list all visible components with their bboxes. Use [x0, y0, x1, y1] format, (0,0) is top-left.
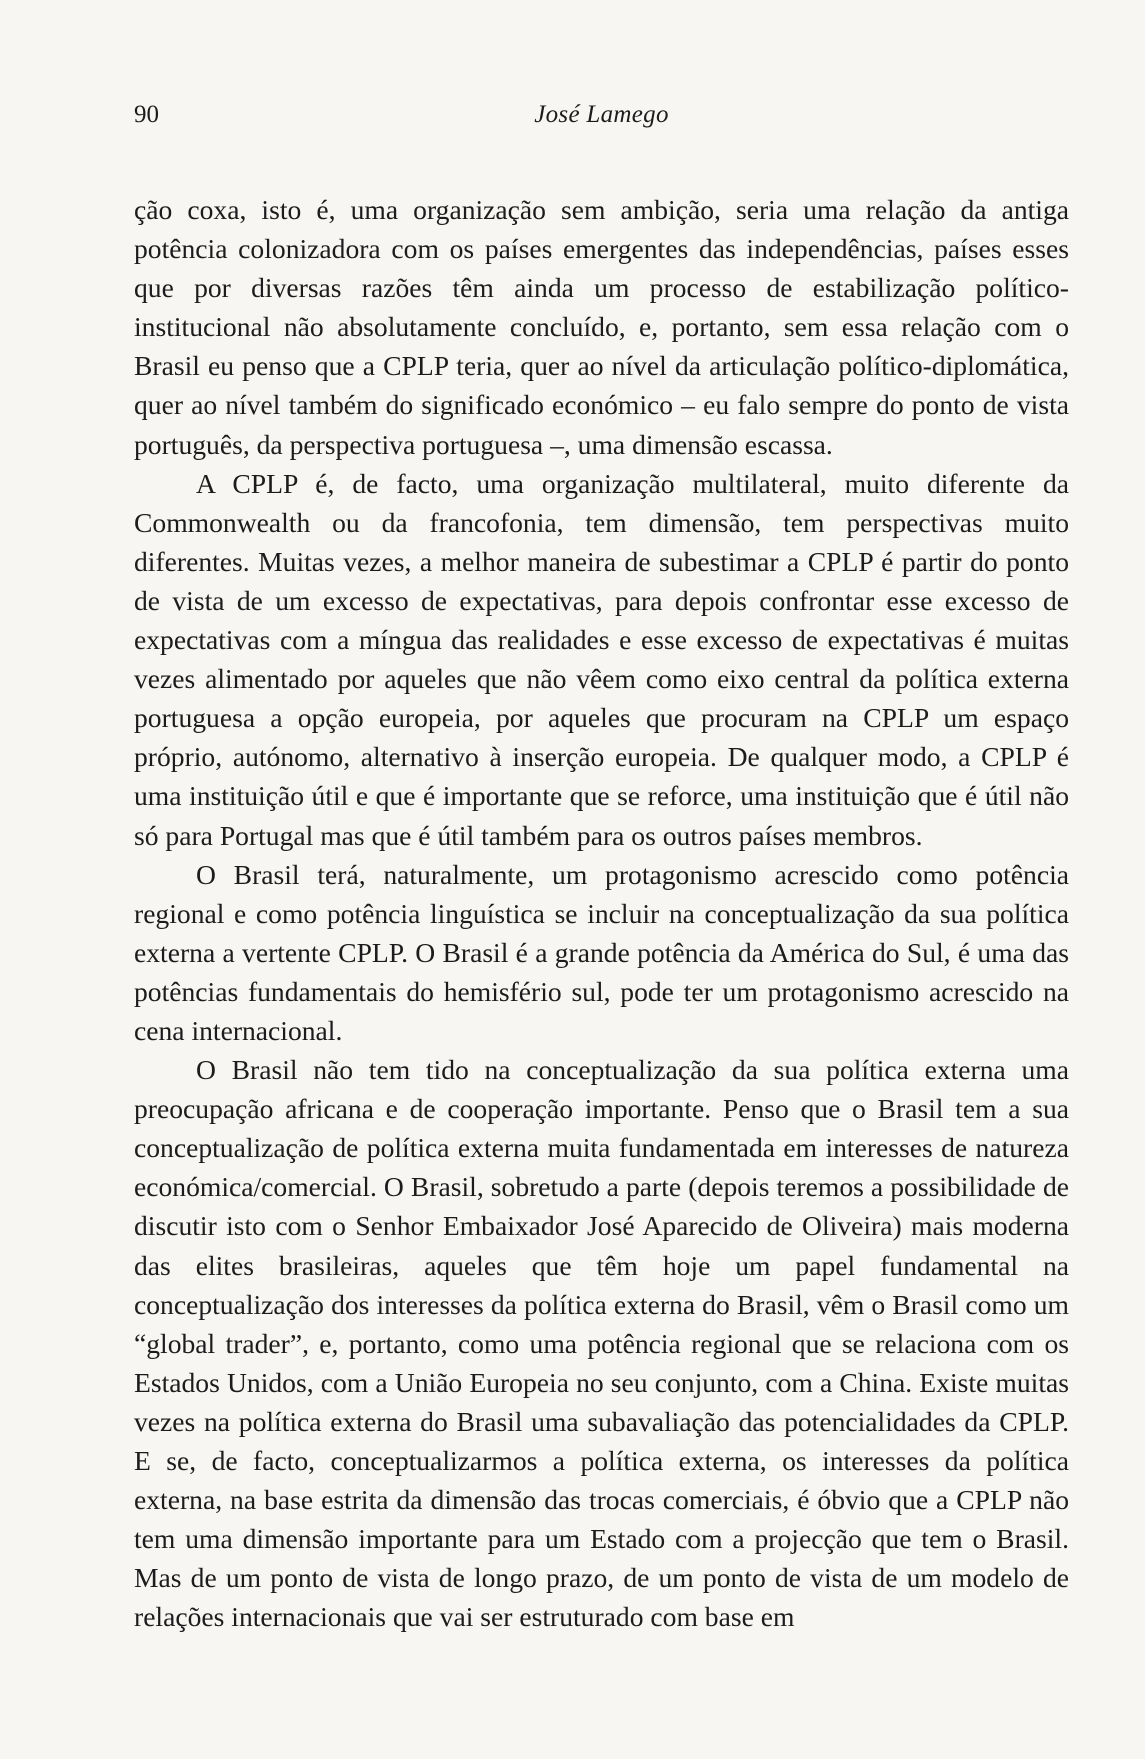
body-text [134, 190, 1069, 1636]
paragraph: A CPLP é, de facto, uma organização multilateral, muito diferente da Commonwealth ou da francofonia, tem dimensão, tem perspectivas muito diferentes. Muitas vezes, a melhor maneira de subestimar a CPLP é partir do ponto de vista de um excesso de expectativas, para depois confrontar esse excesso de expectativas com a míngua das realidades e esse excesso de expectativas é muitas vezes alimentado por aqueles que não vêem como eixo central da política externa portuguesa a opção europeia, por aqueles que procuram na CPLP um espaço próprio, autónomo, alternativo à inserção europeia. De qualquer modo, a CPLP é uma instituição útil e que é importante que se reforce, uma instituição que é útil não só para Portugal mas que é útil também para os outros países membros. [134, 467, 1069, 851]
running-head [134, 98, 1069, 132]
paragraph-continued: ção coxa, isto é, uma organização sem ambição, seria uma relação da antiga potência colonizadora com os países emergentes das independências, países esses que por diversas razões têm ainda um processo de estabilização político-institucional não absolutamente concluído, e, portanto, sem essa relação com o Brasil eu penso que a CPLP teria, quer ao nível da articulação político-diplomática, quer ao nível também do significado económico – eu falo sempre do ponto de vista português, da perspectiva portuguesa –, uma dimensão escassa. [134, 194, 1069, 460]
page-number: 90 [134, 101, 159, 128]
running-title: José Lamego [534, 101, 669, 128]
paragraph: O Brasil terá, naturalmente, um protagonismo acrescido como potência regional e como potência linguística se incluir na conceptualização da sua política externa a vertente CPLP. O Brasil é a grande potência da América do Sul, é uma das potências fundamentais do hemisfério sul, pode ter um protagonismo acrescido na cena internacional. [134, 858, 1069, 1046]
paragraph: O Brasil não tem tido na conceptualização da sua política externa uma preocupação africana e de cooperação importante. Penso que o Brasil tem a sua conceptualização de política externa muita fundamentada em interesses de natureza económica/comercial. O Brasil, sobretudo a parte (depois teremos a possibilidade de discutir isto com o Senhor Embaixador José Aparecido de Oliveira) mais moderna das elites brasileiras, aqueles que têm hoje um papel fundamental na conceptualização dos interesses da política externa do Brasil, vêm o Brasil como um “global trader”, e, portanto, como uma potência regional que se relaciona com os Estados Unidos, com a União Europeia no seu conjunto, com a China. Existe muitas vezes na política externa do Brasil uma subavaliação das potencialidades da CPLP. E se, de facto, conceptualizarmos a política externa, os interesses da política externa, na base estrita da dimensão das trocas comerciais, é óbvio que a CPLP não tem uma dimensão importante para um Estado com a projecção que tem o Brasil. Mas de um ponto de vista de longo prazo, de um ponto de vista de um modelo de relações internacionais que vai ser estruturado com base em [134, 1054, 1069, 1633]
